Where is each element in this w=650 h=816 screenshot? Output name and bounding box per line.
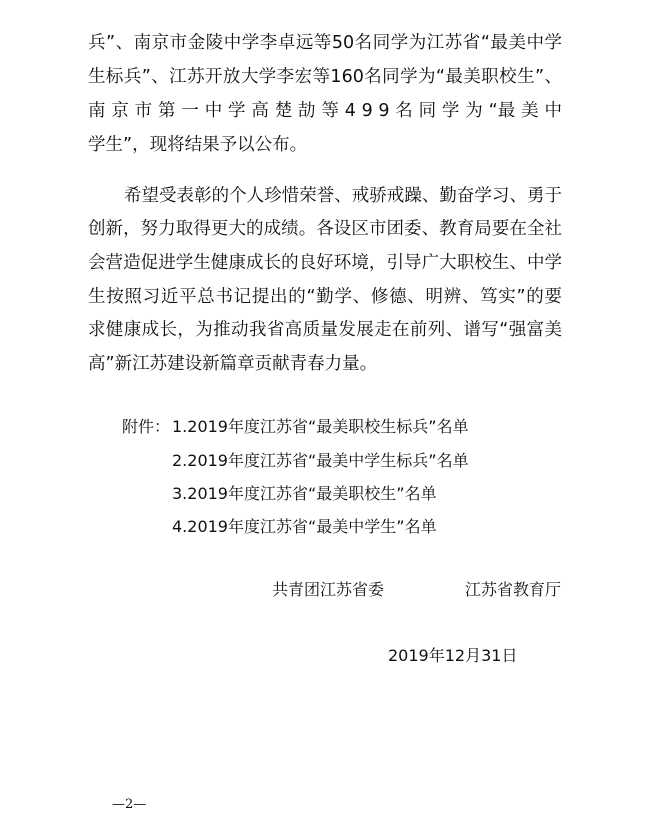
paragraph-line: 会营造促进学生健康成长的良好环境，引导广大职校生、中学 bbox=[88, 253, 562, 273]
paragraph-line: 南 京 市 第 一 中 学 高 楚 劼 等 4 9 9 名 同 学 为 “最 美 中 bbox=[88, 101, 562, 121]
paragraph-line: 生按照习近平总书记提出的“勤学、修德、明辨、笃实”的要 bbox=[88, 287, 562, 307]
signature-org-2: 江苏省教育厅 bbox=[465, 580, 562, 599]
attachments-label: 附件： bbox=[122, 417, 171, 436]
signature-date: 2019年12月31日 bbox=[388, 646, 518, 665]
attachment-item: 1.2019年度江苏省“最美职校生标兵”名单 bbox=[172, 417, 469, 436]
paragraph-line: 创新，努力取得更大的成绩。各设区市团委、教育局要在全社 bbox=[88, 219, 562, 239]
attachment-item: 2.2019年度江苏省“最美中学生标兵”名单 bbox=[172, 451, 469, 470]
paragraph-line: 兵”、南京市金陵中学李卓远等50名同学为江苏省“最美中学 bbox=[88, 33, 562, 53]
paragraph-line: 希望受表彰的个人珍惜荣誉、戒骄戒躁、勤奋学习、勇于 bbox=[124, 186, 562, 206]
paragraph-line: 学生”，现将结果予以公布。 bbox=[88, 135, 308, 155]
signature-org-1: 共青团江苏省委 bbox=[272, 580, 385, 599]
attachment-item: 3.2019年度江苏省“最美职校生”名单 bbox=[172, 484, 437, 503]
paragraph-line: 生标兵”、江苏开放大学李宏等160名同学为“最美职校生”、 bbox=[88, 67, 562, 87]
page-number: —2— bbox=[112, 797, 147, 812]
attachment-item: 4.2019年度江苏省“最美中学生”名单 bbox=[172, 517, 437, 536]
paragraph-line: 高”新江苏建设新篇章贡献青春力量。 bbox=[88, 354, 378, 374]
paragraph-line: 求健康成长，为推动我省高质量发展走在前列、谱写“强富美 bbox=[88, 320, 562, 340]
